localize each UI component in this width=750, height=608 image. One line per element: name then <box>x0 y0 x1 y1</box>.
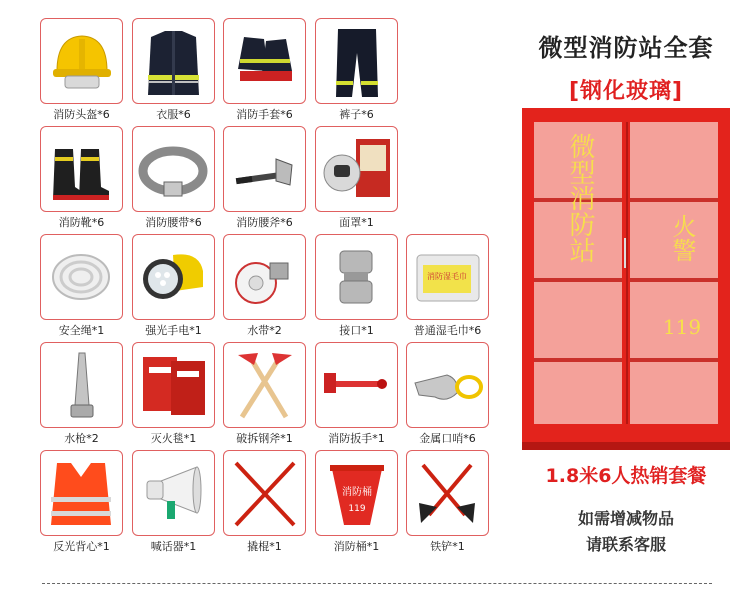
gloves-icon <box>223 18 306 104</box>
item-label: 消防靴*6 <box>58 216 105 229</box>
item-pants <box>315 18 398 122</box>
item-jacket <box>132 18 215 122</box>
mask-icon <box>315 126 398 212</box>
boots-icon <box>40 126 123 212</box>
bucket-text: 消防桶 <box>342 487 372 498</box>
item-shovel <box>406 450 489 554</box>
bucket-number: 119 <box>348 504 366 514</box>
item-label: 安全绳*1 <box>58 324 105 337</box>
wrench-icon <box>315 342 398 428</box>
note-line-1: 如需增减物品 <box>577 509 674 528</box>
item-label: 消防扳手*1 <box>328 432 385 445</box>
towel-icon <box>406 234 489 320</box>
item-label: 金属口哨*6 <box>419 432 476 445</box>
item-label: 普通湿毛巾*6 <box>413 324 482 337</box>
belt-icon <box>132 126 215 212</box>
flashlight-icon <box>132 234 215 320</box>
item-label: 反光背心*1 <box>53 540 110 553</box>
coupling-icon <box>315 234 398 320</box>
megaphone-icon <box>132 450 215 536</box>
item-label: 喊话器*1 <box>150 540 197 553</box>
item-label: 面罩*1 <box>339 216 374 229</box>
rope-icon <box>40 234 123 320</box>
towel-package-text: 消防湿毛巾 <box>427 272 467 281</box>
item-label: 消防腰斧*6 <box>236 216 293 229</box>
item-label: 水枪*2 <box>64 432 99 445</box>
cabinet-right-text: 火警 <box>668 214 696 262</box>
item-label: 消防头盔*6 <box>53 108 110 121</box>
item-mask <box>315 126 398 230</box>
product-title: 微型消防站全套 <box>538 34 714 62</box>
item-fire-blanket <box>132 342 215 446</box>
item-hose <box>223 234 306 338</box>
item-steel-axe <box>223 342 306 446</box>
item-coupling <box>315 234 398 338</box>
item-label: 水带*2 <box>247 324 282 337</box>
item-belt <box>132 126 215 230</box>
item-crowbar <box>223 450 306 554</box>
item-label: 强光手电*1 <box>145 324 202 337</box>
nozzle-icon <box>40 342 123 428</box>
item-bucket <box>315 450 398 554</box>
pants-icon <box>315 18 398 104</box>
item-megaphone <box>132 450 215 554</box>
item-flashlight <box>132 234 215 338</box>
item-wrench <box>315 342 398 446</box>
item-rope <box>40 234 123 338</box>
vest-icon <box>40 450 123 536</box>
cabinet-left-text: 微型消防站 <box>565 133 595 263</box>
item-label: 铁铲*1 <box>430 540 465 553</box>
whistle-icon <box>406 342 489 428</box>
item-label: 接口*1 <box>339 324 374 337</box>
item-waist-axe <box>223 126 306 230</box>
item-towel <box>406 234 489 338</box>
item-vest <box>40 450 123 554</box>
item-label: 灭火毯*1 <box>150 432 197 445</box>
hose-icon <box>223 234 306 320</box>
item-gloves <box>223 18 306 122</box>
item-label: 衣服*6 <box>156 108 191 121</box>
item-boots <box>40 126 123 230</box>
cabinet-image <box>522 108 730 450</box>
jacket-icon <box>132 18 215 104</box>
steel-axe-icon <box>223 342 306 428</box>
item-label: 裤子*6 <box>339 108 374 121</box>
note-line-2: 请联系客服 <box>585 535 666 554</box>
item-helmet <box>40 18 123 122</box>
item-label: 撬棍*1 <box>247 540 282 553</box>
item-label: 消防桶*1 <box>333 540 380 553</box>
dashed-divider <box>42 583 712 584</box>
item-nozzle <box>40 342 123 446</box>
fire-blanket-icon <box>132 342 215 428</box>
item-label: 消防手套*6 <box>236 108 293 121</box>
shovel-icon <box>406 450 489 536</box>
crowbar-icon <box>223 450 306 536</box>
bucket-icon <box>315 450 398 536</box>
cabinet-number: 119 <box>662 315 702 339</box>
helmet-icon <box>40 18 123 104</box>
item-label: 破拆钢斧*1 <box>236 432 293 445</box>
item-label: 消防腰带*6 <box>145 216 202 229</box>
offer-text: 1.8米6人热销套餐 <box>545 465 707 487</box>
waist-axe-icon <box>223 126 306 212</box>
product-subtitle: [钢化玻璃] <box>568 79 684 104</box>
item-whistle <box>406 342 489 446</box>
